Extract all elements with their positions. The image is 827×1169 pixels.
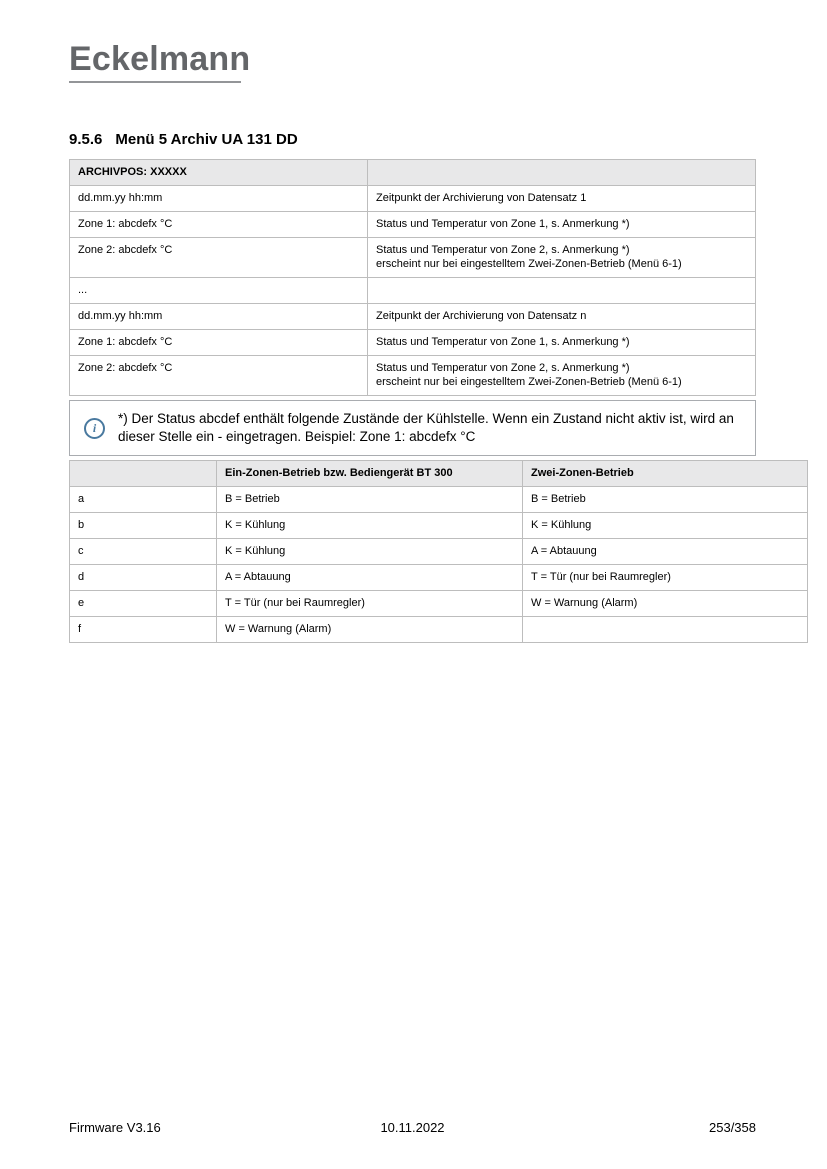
table-cell: e bbox=[70, 591, 217, 617]
archive-table-header-cell: ARCHIVPOS: XXXXX bbox=[70, 160, 368, 186]
table-row bbox=[70, 186, 756, 212]
table-cell bbox=[368, 304, 756, 330]
table-cell bbox=[368, 278, 756, 304]
table-cell: f bbox=[70, 617, 217, 643]
archive-table bbox=[69, 159, 756, 396]
table-cell: b bbox=[70, 513, 217, 539]
table-cell bbox=[368, 212, 756, 238]
archive-table-header-row bbox=[70, 160, 756, 186]
table-row bbox=[70, 330, 756, 356]
table-cell bbox=[368, 330, 756, 356]
table-cell bbox=[523, 617, 808, 643]
table-cell: ... bbox=[70, 278, 368, 304]
table-cell bbox=[368, 186, 756, 212]
note-text: *) Der Status abcdef enthält folgende Zustände der Kühlstelle. Wenn ein Zustand nicht aktiv ist, wird an dieser Stelle ein - eingetragen. Beispiel: Zone 1: abcdefx °C bbox=[118, 411, 734, 444]
table-row bbox=[70, 591, 808, 617]
table-cell: T = Tür (nur bei Raumregler) bbox=[217, 591, 523, 617]
table-cell: Zone 2: abcdefx °C bbox=[70, 238, 368, 278]
table-cell: Zone 2: abcdefx °C bbox=[70, 356, 368, 396]
cell-line: erscheint nur bei eingestelltem Zwei-Zonen-Betrieb (Menü 6-1) bbox=[376, 258, 682, 270]
cell-line: Status und Temperatur von Zone 1, s. Anmerkung *) bbox=[376, 336, 630, 348]
table-cell: B = Betrieb bbox=[217, 487, 523, 513]
status-legend-table bbox=[69, 460, 808, 643]
cell-line: Status und Temperatur von Zone 2, s. Anmerkung *) bbox=[376, 362, 630, 374]
table-cell bbox=[368, 356, 756, 396]
section-heading bbox=[69, 131, 298, 148]
status-header-empty-cell bbox=[70, 461, 217, 487]
table-cell: Zone 1: abcdefx °C bbox=[70, 330, 368, 356]
table-cell: d bbox=[70, 565, 217, 591]
status-table-header-row bbox=[70, 461, 808, 487]
info-icon: i bbox=[84, 418, 105, 439]
table-row bbox=[70, 356, 756, 396]
table-cell bbox=[368, 238, 756, 278]
table-cell: K = Kühlung bbox=[523, 513, 808, 539]
status-header-cell: Zwei-Zonen-Betrieb bbox=[523, 461, 808, 487]
table-row bbox=[70, 487, 808, 513]
eckelmann-logo: Eckelmann bbox=[69, 40, 251, 78]
footer-page-number: 253/358 bbox=[709, 1120, 756, 1135]
archive-table-header-empty-cell bbox=[368, 160, 756, 186]
cell-line: erscheint nur bei eingestelltem Zwei-Zonen-Betrieb (Menü 6-1) bbox=[376, 376, 682, 388]
table-row bbox=[70, 565, 808, 591]
section-title: Menü 5 Archiv UA 131 DD bbox=[115, 131, 298, 148]
table-cell: c bbox=[70, 539, 217, 565]
table-row bbox=[70, 238, 756, 278]
cell-line: Status und Temperatur von Zone 1, s. Anmerkung *) bbox=[376, 218, 630, 230]
cell-line: Zeitpunkt der Archivierung von Datensatz 1 bbox=[376, 192, 587, 204]
table-cell: T = Tür (nur bei Raumregler) bbox=[523, 565, 808, 591]
cell-line: Zeitpunkt der Archivierung von Datensatz n bbox=[376, 310, 587, 322]
footer-date: 10.11.2022 bbox=[380, 1120, 445, 1135]
table-cell: a bbox=[70, 487, 217, 513]
table-cell: W = Warnung (Alarm) bbox=[217, 617, 523, 643]
table-row bbox=[70, 617, 808, 643]
table-cell: dd.mm.yy hh:mm bbox=[70, 186, 368, 212]
table-cell: K = Kühlung bbox=[217, 513, 523, 539]
table-cell: dd.mm.yy hh:mm bbox=[70, 304, 368, 330]
footer-firmware-version: Firmware V3.16 bbox=[69, 1120, 161, 1135]
page-footer bbox=[69, 1120, 756, 1135]
table-cell: A = Abtauung bbox=[523, 539, 808, 565]
table-row bbox=[70, 513, 808, 539]
table-row bbox=[70, 539, 808, 565]
table-cell: Zone 1: abcdefx °C bbox=[70, 212, 368, 238]
logo-underline bbox=[69, 81, 241, 83]
table-cell: B = Betrieb bbox=[523, 487, 808, 513]
cell-line: Status und Temperatur von Zone 2, s. Anmerkung *) bbox=[376, 244, 630, 256]
status-header-cell: Ein-Zonen-Betrieb bzw. Bediengerät BT 300 bbox=[217, 461, 523, 487]
table-cell: A = Abtauung bbox=[217, 565, 523, 591]
table-cell: W = Warnung (Alarm) bbox=[523, 591, 808, 617]
table-row bbox=[70, 278, 756, 304]
section-number: 9.5.6 bbox=[69, 131, 103, 148]
table-row bbox=[70, 212, 756, 238]
table-cell: K = Kühlung bbox=[217, 539, 523, 565]
table-row bbox=[70, 304, 756, 330]
info-note-box bbox=[69, 400, 756, 456]
